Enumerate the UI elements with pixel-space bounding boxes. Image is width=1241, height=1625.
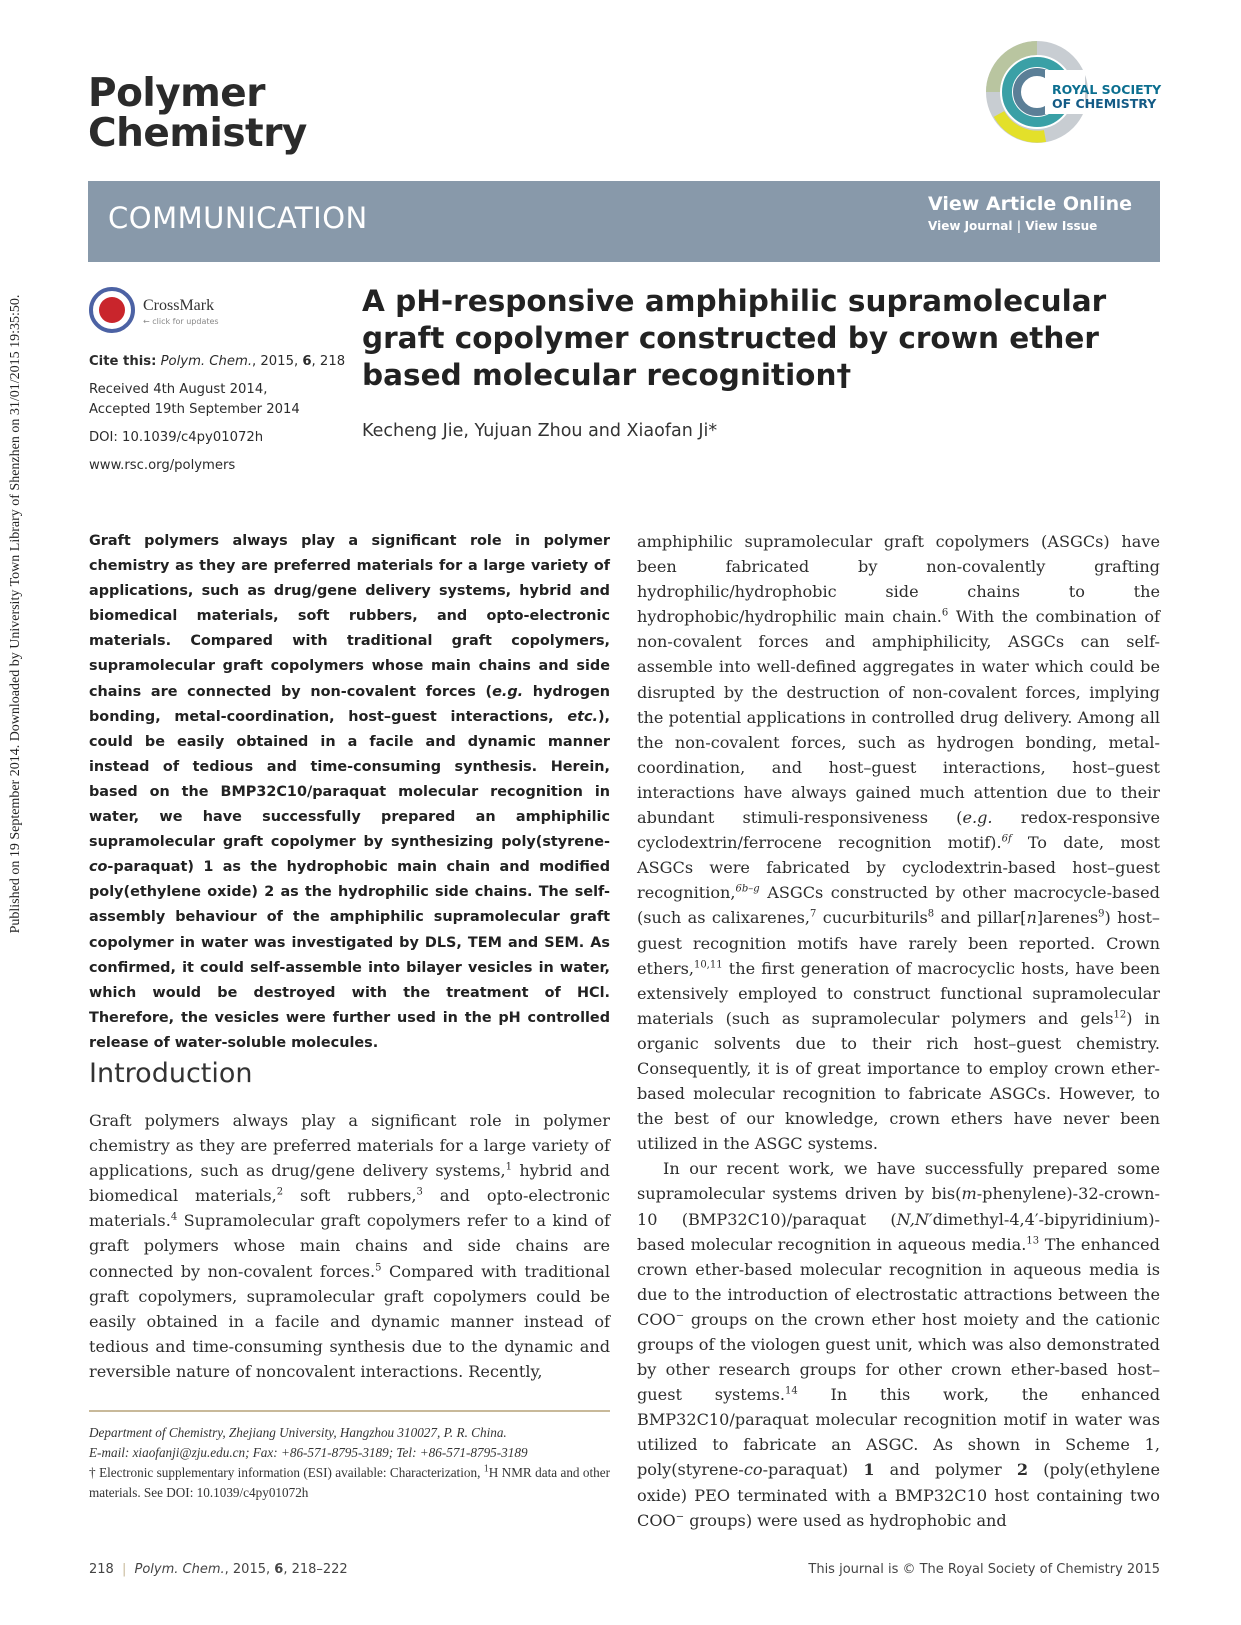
contact-note: E-mail: xiaofanji@zju.edu.cn; Fax: +86-571-8795-3189; Tel: +86-571-8795-3189 xyxy=(89,1445,528,1460)
abstract: Graft polymers always play a significant role in polymer chemistry as they are preferred materials for a large variety of applications, such as drug/gene delivery systems, hybrid and biomedical materials, soft rubbers, and opto-electronic materials. Compared with traditional graft copolymers, supramolecular graft copolymers whose main chains and side chains are connected by non-covalent forces (e.g. hydrogen bonding, metal-coordination, host–guest interactions, etc.), could be easily obtained in a facile and dynamic manner instead of tedious and time-consuming synthesis. Herein, based on the BMP32C10/paraquat molecular recognition in water, we have successfully prepared an amphiphilic supramolecular graft copolymer by synthesizing poly(styrene-co-paraquat) 1 as the hydrophobic main chain and modified poly(ethylene oxide) 2 as the hydrophilic side chains. The self-assembly behaviour of the amphiphilic supramolecular graft copolymer in water was investigated by DLS, TEM and SEM. As confirmed, it could self-assemble into bilayer vesicles in water, which would be destroyed with the treatment of HCl. Therefore, the vesicles were further used in the pH controlled release of water-soluble molecules. xyxy=(89,533,610,1051)
author-list: Kecheng Jie, Yujuan Zhou and Xiaofan Ji* xyxy=(362,421,718,441)
banner-links xyxy=(928,193,1132,233)
article-type-label: COMMUNICATION xyxy=(108,201,368,235)
received-date: Received 4th August 2014, xyxy=(89,382,268,397)
right-paragraph-1: amphiphilic supramolecular graft copolymers (ASGCs) have been fabricated by non-covalently grafting hydrophilic/hydrophobic side chains to the hydrophobic/hydrophilic main chain.$^6$ With the combination of non-covalent forces and amphiphilicity, ASGCs can self-assemble into well-defined aggregates in water which could be disrupted by the destruction of non-covalent forces, implying the potential applications in controlled drug delivery. Among all the non-covalent forces, such as hydrogen bonding, metal-coordination, and host–guest interactions, host–guest interactions have always gained much attention due to their abundant stimuli-responsiveness (e.g. redox-responsive cyclodextrin/ferrocene recognition motif).$^{6f}$ To date, most ASGCs were fabricated by cyclodextrin-based host–guest recognition,$^{6b-g}$ ASGCs constructed by other macrocycle-based (such as calixarenes,$^7$ cucurbiturils$^8$ and pillar[n]arenes$^9$) host–guest recognition motifs have rarely been reported. Crown ethers,$^{10,11}$ the first generation of macrocyclic hosts, have been extensively employed to construct functional supramolecular materials (such as supramolecular polymers and gels$^{12}$) in organic solvents due to their rich host–guest chemistry. Consequently, it is of great importance to employ crown ether-based molecular recognition to fabricate ASGCs. However, to the best of our knowledge, crown ethers have never been utilized in the ASGC systems. xyxy=(637,532,1160,1154)
journal-name: Polymer Chemistry xyxy=(88,71,307,156)
journal-title xyxy=(88,71,308,156)
introduction-heading: Introduction xyxy=(89,1058,253,1089)
view-issue-link[interactable]: View Issue xyxy=(1025,219,1098,233)
footer-journal: Polym. Chem. xyxy=(134,1562,225,1577)
crossmark-label: CrossMark xyxy=(143,297,215,314)
footnotes xyxy=(89,1423,610,1503)
cite-this: Cite this: Polym. Chem., 2015, 6, 218 xyxy=(89,354,346,369)
publication-sidebar-note: Published on 19 September 2014. Downloaded by University Town Library of Shenzhen on 31/01/2015 19:35:50. xyxy=(8,294,23,934)
view-article-online-link[interactable]: View Article Online xyxy=(928,193,1132,215)
esi-note: † Electronic supplementary information (ESI) available: Characterization, $^1$H NMR data and other materials. See DOI: 10.1039/c4py01072h xyxy=(89,1463,610,1500)
copyright-notice: This journal is © The Royal Society of Chemistry 2015 xyxy=(808,1562,1160,1577)
footnote-divider xyxy=(89,1410,610,1412)
introduction-left-column xyxy=(89,1108,610,1384)
article-title: A pH-responsive amphiphilic supramolecular graft copolymer constructed by crown ether based molecular recognition† xyxy=(362,284,1107,392)
footer-separator: | xyxy=(121,1562,127,1577)
right-column xyxy=(637,529,1160,1533)
crossmark-sub: ← click for updates xyxy=(143,317,219,326)
crossmark-icon xyxy=(89,287,135,333)
rsc-logo-text xyxy=(1052,83,1161,111)
page-number: 218 xyxy=(89,1562,114,1577)
accepted-date: Accepted 19th September 2014 xyxy=(89,402,300,417)
intro-paragraph: Graft polymers always play a significant role in polymer chemistry as they are preferred materials for a large variety of applications, such as drug/gene delivery systems,$^1$ hybrid and biomedical materials,$^2$ soft rubbers,$^3$ and opto-electronic materials.$^4$ Supramolecular graft copolymers refer to a kind of graft polymers whose main chains and side chains are connected by non-covalent forces.$^5$ Compared with traditional graft copolymers, supramolecular graft copolymers could be easily obtained in a facile and dynamic manner instead of tedious and time-consuming synthesis due to the dynamic and reversible nature of noncovalent interactions. Recently, xyxy=(89,1111,611,1381)
right-paragraph-2: In our recent work, we have successfully prepared some supramolecular systems driven by bis(m-phenylene)-32-crown-10 (BMP32C10)/paraquat (N,N′dimethyl-4,4′-bipyridinium)-based molecular recognition in aqueous media.$^{13}$ The enhanced crown ether-based molecular recognition in aqueous media is due to the introduction of electrostatic attractions between the COO− groups on the crown ether host moiety and the cationic groups of the viologen guest unit, which was also demonstrated by other research groups for other crown ether-based host–guest systems.$^{14}$ In this work, the enhanced BMP32C10/paraquat molecular recognition motif in water was utilized to fabricate an ASGC. As shown in Scheme 1, poly(styrene-co-paraquat) 1 and polymer 2 (poly(ethylene oxide) PEO terminated with a BMP32C10 host containing two COO− groups) were used as hydrophobic and xyxy=(637,1159,1160,1530)
article-type-banner xyxy=(88,181,1160,262)
crossmark-badge[interactable] xyxy=(89,287,229,339)
affiliation-note: Department of Chemistry, Zhejiang University, Hangzhou 310027, P. R. China. xyxy=(89,1425,507,1440)
journal-url[interactable]: www.rsc.org/polymers xyxy=(89,458,236,473)
journal-issue-links xyxy=(928,219,1132,233)
page-footer-citation: 218 | Polym. Chem., 2015, 6, 218–222 xyxy=(89,1562,348,1577)
view-journal-link[interactable]: View Journal xyxy=(928,219,1013,233)
link-separator: | xyxy=(1016,219,1022,233)
doi[interactable]: DOI: 10.1039/c4py01072h xyxy=(89,430,264,445)
citation-metadata xyxy=(89,352,351,476)
rsc-line2: OF CHEMISTRY xyxy=(1052,96,1157,111)
rsc-line1: ROYAL SOCIETY xyxy=(1052,82,1162,97)
